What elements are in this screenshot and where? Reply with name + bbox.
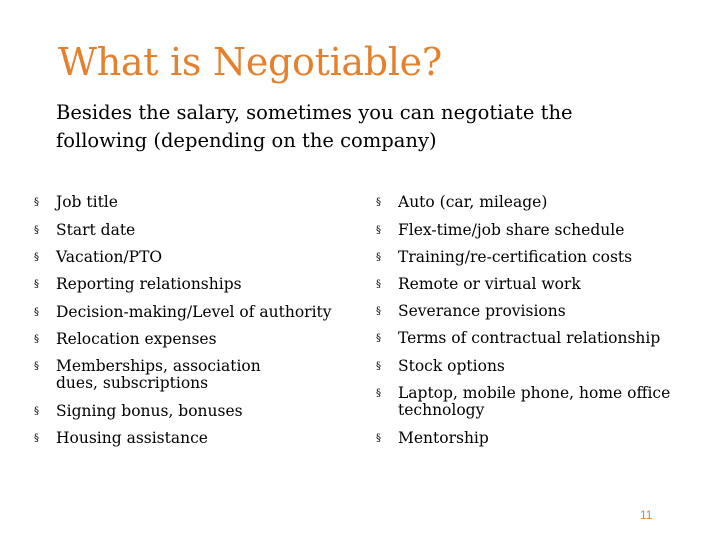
bullet-icon: § <box>34 406 39 417</box>
list-item <box>376 430 489 447</box>
list-item <box>376 249 632 266</box>
bullet-icon: § <box>34 279 39 290</box>
list-item <box>34 331 217 348</box>
bullet-icon: § <box>376 197 381 208</box>
list-item-label: Signing bonus, bonuses <box>56 402 243 420</box>
bullet-icon: § <box>376 252 381 263</box>
bullet-icon: § <box>376 333 381 344</box>
bullet-icon: § <box>376 388 381 399</box>
list-item <box>34 304 334 321</box>
bullet-icon: § <box>34 433 39 444</box>
list-item <box>34 358 304 392</box>
list-item-label: Terms of contractual relationship <box>398 329 661 347</box>
list-item-label: Decision-making/Level of authority <box>56 303 332 321</box>
list-item <box>376 385 676 419</box>
bullet-icon: § <box>34 361 39 372</box>
list-item-label: Housing assistance <box>56 429 208 447</box>
bullet-icon: § <box>376 225 381 236</box>
list-item-label: Mentorship <box>398 429 489 447</box>
list-item-label: Reporting relationships <box>56 275 242 293</box>
list-item-label: Auto (car, mileage) <box>398 193 548 211</box>
list-item <box>34 276 242 293</box>
bullet-icon: § <box>34 197 39 208</box>
bullet-icon: § <box>376 361 381 372</box>
bullet-icon: § <box>376 306 381 317</box>
bullet-icon: § <box>34 307 39 318</box>
list-item <box>34 249 162 266</box>
list-item-label: Vacation/PTO <box>56 248 163 266</box>
list-item-label: Stock options <box>398 357 505 375</box>
bullet-icon: § <box>34 225 39 236</box>
list-item-label: Laptop, mobile phone, home office technology <box>398 384 671 419</box>
list-item <box>376 303 566 320</box>
list-item <box>34 194 118 211</box>
list-item-label: Remote or virtual work <box>398 275 581 293</box>
list-item <box>376 358 505 375</box>
bullet-icon: § <box>376 279 381 290</box>
list-item-label: Job title <box>56 193 118 211</box>
bullet-icon: § <box>376 433 381 444</box>
list-item <box>34 430 208 447</box>
list-item-label: Severance provisions <box>398 302 566 320</box>
list-item <box>376 194 547 211</box>
slide-subtitle: Besides the salary, sometimes you can negotiate the following (depending on the company) <box>56 101 573 152</box>
bullet-icon: § <box>34 252 39 263</box>
list-item-label: Flex-time/job share schedule <box>398 221 625 239</box>
list-item <box>376 276 581 293</box>
slide-title: What is Negotiable? <box>58 40 442 84</box>
list-item-label: Memberships, association dues, subscriptions <box>56 357 261 392</box>
bullet-icon: § <box>34 334 39 345</box>
list-item-label: Start date <box>56 221 136 239</box>
list-item <box>376 222 624 239</box>
list-item <box>34 403 243 420</box>
page-number: 11 <box>640 508 653 522</box>
list-item <box>34 222 135 239</box>
list-item <box>376 330 676 347</box>
list-item-label: Relocation expenses <box>56 330 217 348</box>
list-item-label: Training/re-certification costs <box>398 248 633 266</box>
